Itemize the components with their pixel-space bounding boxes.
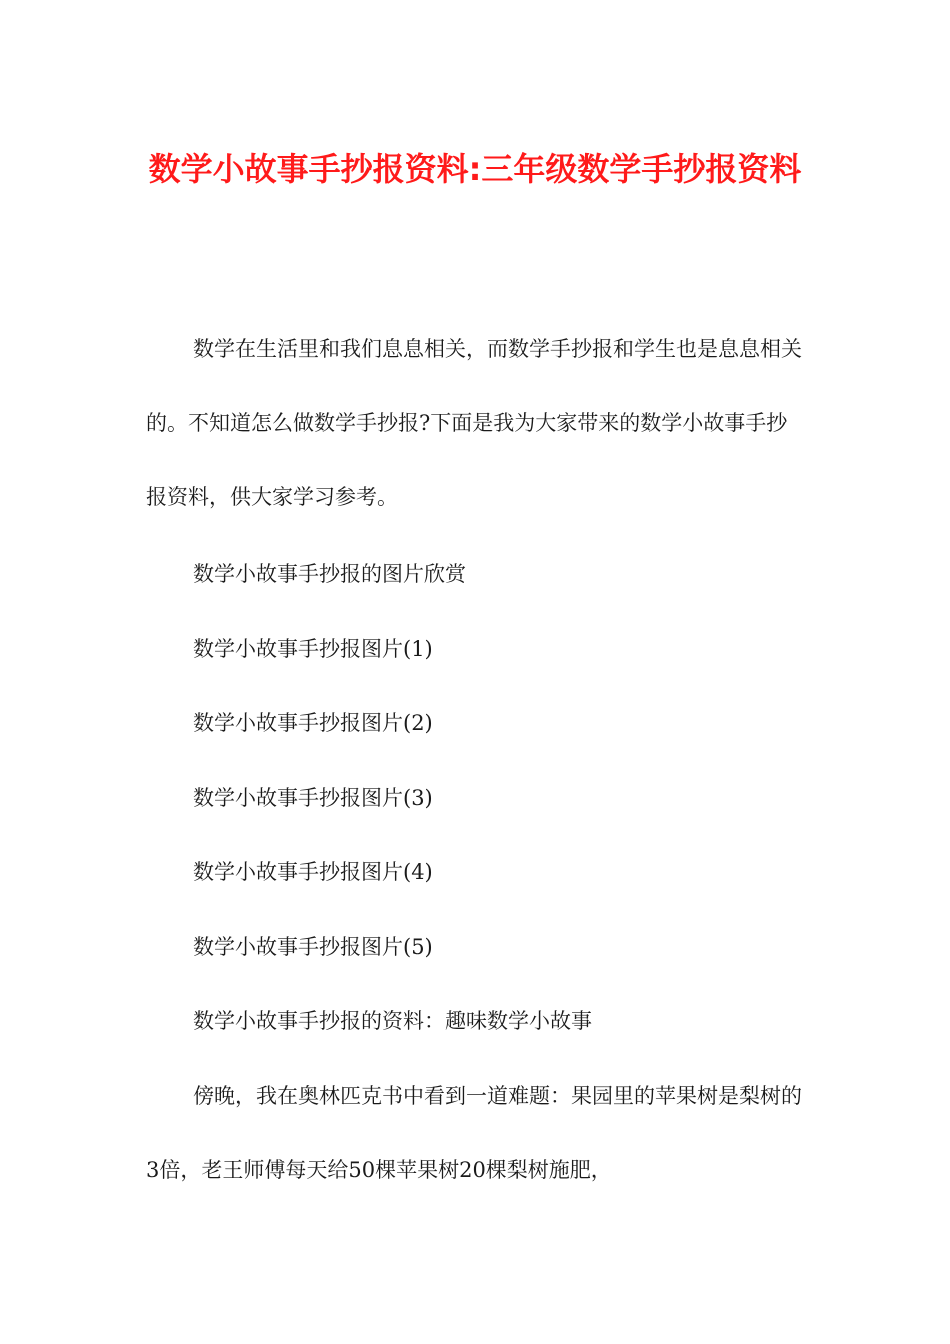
intro-paragraph: 数学在生活里和我们息息相关，而数学手抄报和学生也是息息相关的。不知道怎么做数学手抄报?下面是我为大家带来的数学小故事手抄报资料，供大家学习参考。 [146, 337, 802, 509]
image-caption-3: 数学小故事手抄报图片(3) [193, 786, 433, 810]
image-caption-1: 数学小故事手抄报图片(1) [193, 637, 433, 661]
image-caption-2: 数学小故事手抄报图片(2) [193, 711, 433, 735]
heading-story: 数学小故事手抄报的资料：趣味数学小故事 [193, 1009, 592, 1033]
document-title: 数学小故事手抄报资料:三年级数学手抄报资料 [148, 150, 802, 188]
image-caption-5: 数学小故事手抄报图片(5) [193, 935, 433, 959]
heading-images: 数学小故事手抄报的图片欣赏 [193, 562, 466, 586]
image-caption-4: 数学小故事手抄报图片(4) [193, 860, 433, 884]
story-paragraph: 傍晚，我在奥林匹克书中看到一道难题：果园里的苹果树是梨树的3倍，老王师傅每天给50棵苹果树20棵梨树施肥， [146, 1084, 802, 1182]
